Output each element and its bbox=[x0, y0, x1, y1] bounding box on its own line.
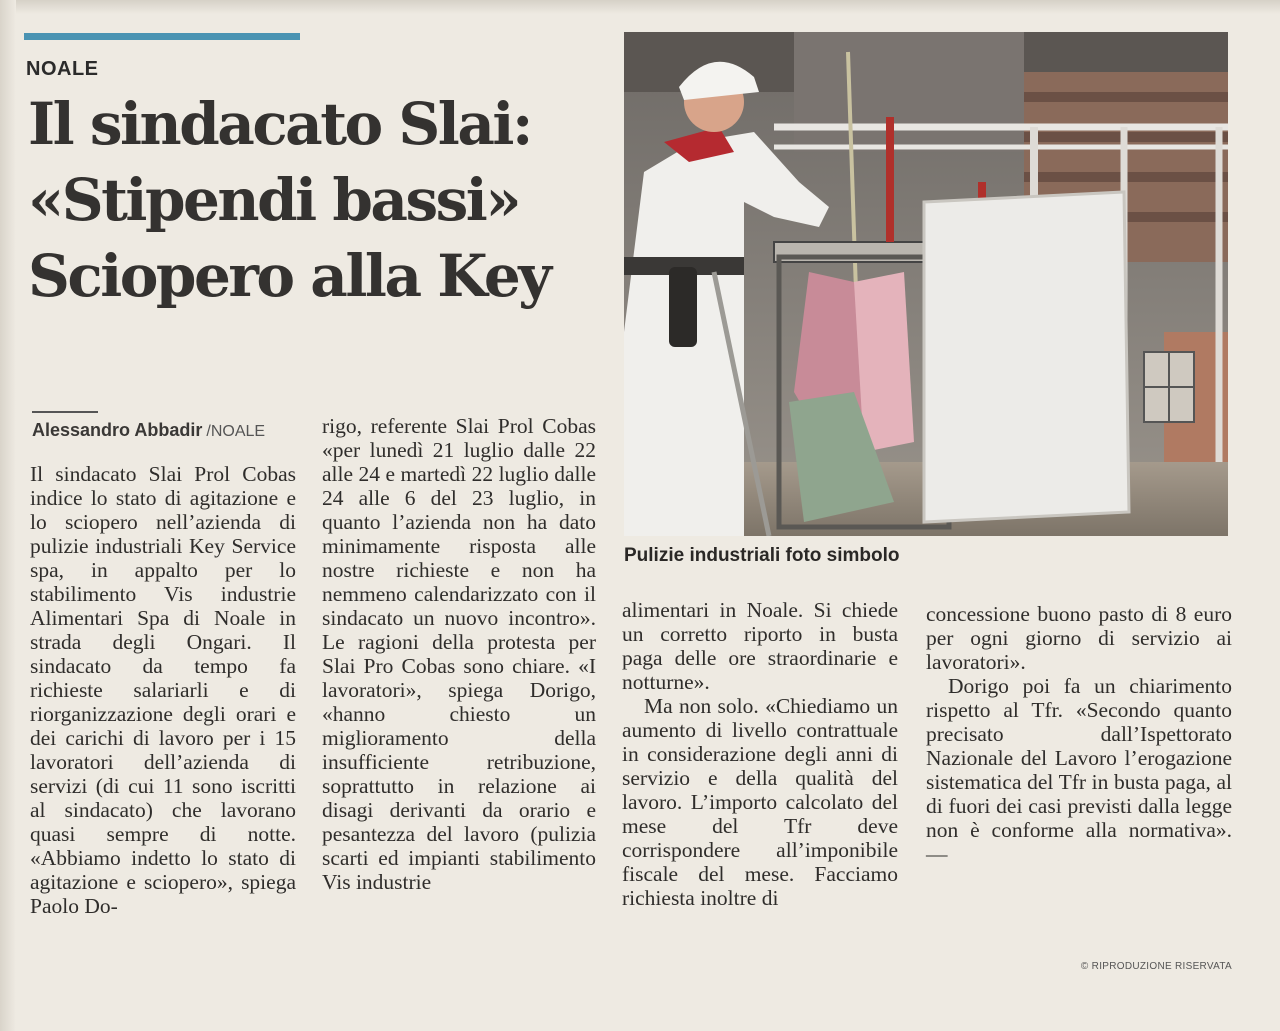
column-2-text: rigo, referente Slai Prol Cobas «per lunedì 21 luglio dalle 22 alle 24 e martedì 22 luglio dalle 24 alle 6 del 23 luglio, in quanto l’azienda non ha dato minimamente risposta alle nostre richieste e non ha nemmeno calendarizzato con il sindacato un nuovo incontro». Le ragioni della protesta per Slai Pro Cobas sono chiare. «I lavoratori», spiega Dorigo, «hanno chiesto un miglioramento della insufficiente retribuzione, soprattutto in relazione ai disagi derivanti da orario e pesantezza del lavoro (pulizia scarti ed impianti stabilimento Vis industrie bbox=[322, 414, 596, 894]
headline bbox=[28, 86, 608, 314]
article-column-1 bbox=[30, 462, 296, 918]
headline-line-1: Il sindacato Slai: bbox=[28, 90, 531, 158]
column-4-text-b: Dorigo poi fa un chiarimento rispetto al Tfr. «Secondo quanto precisato dall’Ispettorato Nazionale del Lavoro l’erogazione sistematica del Tfr in busta paga, al di fuori dei casi previsti dalla legge non è conforme alla normativa». — bbox=[926, 674, 1232, 866]
photo-illustration bbox=[624, 32, 1228, 536]
copyright-notice: © RIPRODUZIONE RISERVATA bbox=[1080, 961, 1232, 972]
column-1-text: Il sindacato Slai Prol Cobas indice lo stato di agitazione e lo sciopero nell’azienda di pulizie industriali Key Service spa, in appalto per lo stabilimento Vis industrie Alimentari Spa di Noale in strada degli Ongari. Il sindacato da tempo fa richieste salariarli e di riorganizzazione degli orari e dei carichi di lavoro per i 15 lavoratori dell’azienda di servizi (di cui 11 sono iscritti al sindacato) che lavorano quasi sempre di notte. «Abbiamo indetto lo stato di agitazione e sciopero», spiega Paolo Do- bbox=[30, 462, 296, 918]
column-3-text-b: Ma non solo. «Chiediamo un aumento di livello contrattuale in considerazione degli anni di servizio e della qualità del lavoro. L’importo calcolato del mese del Tfr deve corrispondere all’imponibile fiscale del mese. Facciamo richiesta inoltre di bbox=[622, 694, 898, 910]
article-photo bbox=[624, 32, 1228, 536]
byline bbox=[32, 420, 265, 441]
headline-line-2: «Stipendi bassi» bbox=[28, 166, 520, 234]
column-3-text-a: alimentari in Noale. Si chiede un corretto riporto in busta paga delle ore straordinarie e notturne». bbox=[622, 598, 898, 694]
byline-place: /NOALE bbox=[206, 423, 266, 440]
page-top-edge bbox=[0, 0, 1280, 14]
article-column-4 bbox=[926, 602, 1232, 866]
page-left-edge bbox=[0, 0, 16, 1031]
section-accent-bar bbox=[24, 33, 300, 40]
article-column-2 bbox=[322, 414, 596, 894]
byline-rule bbox=[32, 411, 98, 413]
article-column-3 bbox=[622, 598, 898, 910]
column-4-text-a: concessione buono pasto di 8 euro per ogni giorno di servizio ai lavoratori». bbox=[926, 602, 1232, 674]
byline-author: Alessandro Abbadir bbox=[32, 420, 203, 440]
headline-line-3: Sciopero alla Key bbox=[28, 242, 550, 310]
section-label: NOALE bbox=[26, 58, 99, 80]
photo-caption: Pulizie industriali foto simbolo bbox=[624, 545, 900, 566]
